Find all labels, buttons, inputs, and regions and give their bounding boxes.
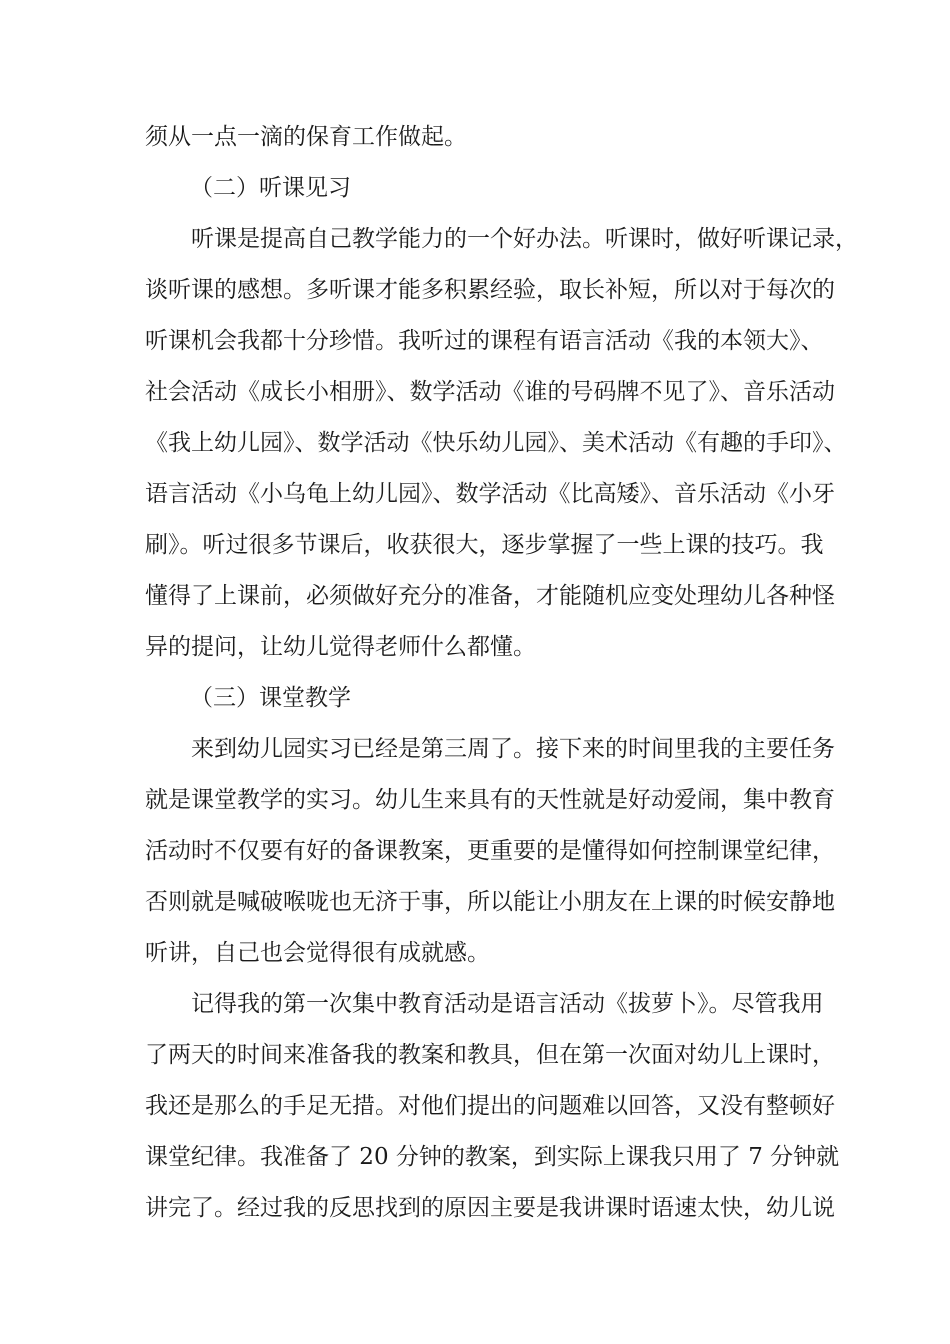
- text-line-22: 讲完了。经过我的反思找到的原因主要是我讲课时语速太快，幼儿说: [145, 1195, 835, 1221]
- section-heading-3: （三）课堂教学: [190, 685, 351, 711]
- text-line-4: 谈听课的感想。多听课才能多积累经验，取长补短，所以对于每次的: [145, 277, 835, 303]
- text-line-17: 听讲，自己也会觉得很有成就感。: [145, 940, 490, 966]
- section-heading-2: （二）听课见习: [190, 175, 351, 201]
- text-line-3: 听课是提高自己教学能力的一个好办法。听课时，做好听课记录，: [191, 226, 858, 252]
- text-line-19: 了两天的时间来准备我的教案和教具，但在第一次面对幼儿上课时，: [145, 1042, 835, 1068]
- text-line-5: 听课机会我都十分珍惜。我听过的课程有语言活动《我的本领大》、: [145, 328, 824, 354]
- text-line-11: 异的提问，让幼儿觉得老师什么都懂。: [145, 634, 536, 660]
- text-line-14: 就是课堂教学的实习。幼儿生来具有的天性就是好动爱闹，集中教育: [145, 787, 835, 813]
- text-line-13: 来到幼儿园实习已经是第三周了。接下来的时间里我的主要任务: [191, 736, 835, 762]
- text-line-16: 否则就是喊破喉咙也无济于事，所以能让小朋友在上课的时候安静地: [145, 889, 835, 915]
- text-line-10: 懂得了上课前，必须做好充分的准备，才能随机应变处理幼儿各种怪: [145, 583, 835, 609]
- text-line-9: 刷》。听过很多节课后，收获很大，逐步掌握了一些上课的技巧。我: [145, 532, 824, 558]
- text-line-6: 社会活动《成长小相册》、数学活动《谁的号码牌不见了》、音乐活动: [145, 379, 835, 405]
- text-line-7: 《我上幼儿园》、数学活动《快乐幼儿园》、美术活动《有趣的手印》、: [145, 430, 847, 456]
- text-line-15: 活动时不仅要有好的备课教案，更重要的是懂得如何控制课堂纪律，: [145, 838, 835, 864]
- text-line-1: 须从一点一滴的保育工作做起。: [145, 124, 467, 150]
- text-line-20: 我还是那么的手足无措。对他们提出的问题难以回答，又没有整顿好: [145, 1093, 835, 1119]
- text-line-8: 语言活动《小乌龟上幼儿园》、数学活动《比高矮》、音乐活动《小牙: [145, 481, 835, 507]
- text-line-18: 记得我的第一次集中教育活动是语言活动《拔萝卜》。尽管我用: [191, 991, 824, 1017]
- text-line-21: 课堂纪律。我准备了 20 分钟的教案，到实际上课我只用了 7 分钟就: [145, 1144, 840, 1170]
